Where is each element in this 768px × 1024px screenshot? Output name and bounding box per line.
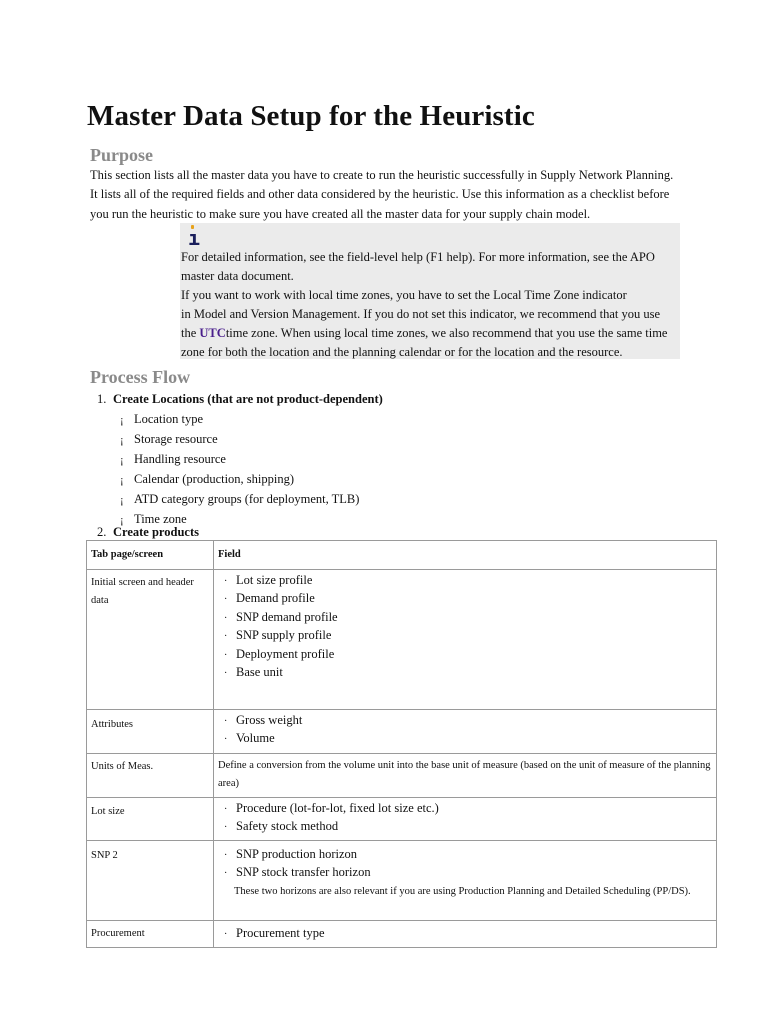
step-label: Create Locations (that are not product-dependent) — [113, 392, 383, 406]
field-item-text: Deployment profile — [236, 646, 335, 661]
field-item — [224, 846, 716, 864]
field-item-text: SNP stock transfer horizon — [236, 865, 371, 880]
row-label-cell — [87, 798, 214, 841]
row-field-cell — [214, 841, 717, 921]
step-1 — [97, 392, 383, 407]
purpose-paragraph — [90, 166, 690, 224]
field-item-text: Procedure (lot-for-lot, fixed lot size etc.) — [236, 801, 439, 815]
field-item — [224, 646, 716, 664]
process-flow-heading: Process Flow — [90, 367, 191, 387]
info-icon: ı — [188, 226, 201, 250]
list-item — [120, 490, 359, 510]
field-list — [214, 570, 716, 682]
row-note: These two horizons are also relevant if you are using Production Planning and Detailed Scheduling (PP/DS). — [234, 885, 691, 897]
field-item-text: Gross weight — [236, 713, 303, 727]
field-list — [214, 710, 716, 749]
product-fields-table — [86, 540, 717, 948]
purpose-line: It lists all of the required fields and other data considered by the heuristic. Use this information as a checklist before — [90, 187, 670, 202]
note-line: For detailed information, see the field-level help (F1 help). For more information, see the APO — [181, 250, 655, 264]
step-number: 1. — [97, 392, 107, 406]
column-header-tab-page: Tab page/screen — [87, 541, 214, 570]
row-label-cell — [87, 570, 214, 710]
column-header-field: Field — [214, 541, 717, 570]
field-item — [224, 864, 716, 882]
step-1-list — [120, 410, 359, 530]
field-item — [224, 712, 716, 730]
row-label: Attributes — [91, 719, 133, 730]
step-2 — [97, 525, 199, 540]
field-item-text: SNP demand profile — [236, 609, 338, 624]
list-item — [120, 410, 359, 430]
row-field-cell — [214, 754, 717, 798]
step-label: Create products — [113, 525, 199, 539]
note-line: master data document. — [181, 269, 294, 283]
field-bullet: · — [224, 594, 228, 606]
row-label: Initial screen and header data — [91, 577, 194, 606]
field-bullet: · — [224, 734, 228, 746]
field-item-text: Demand profile — [236, 591, 315, 606]
step-number: 2. — [97, 525, 107, 539]
note-box — [180, 223, 680, 359]
note-line: zone for both the location and the planning calendar or for the location and the resource. — [181, 345, 623, 359]
row-field-cell — [214, 570, 717, 710]
utc-link[interactable]: UTC — [199, 326, 226, 340]
field-list — [214, 798, 716, 837]
list-item-text: Location type — [134, 412, 204, 426]
purpose-heading: Purpose — [90, 145, 153, 165]
field-bullet: · — [224, 716, 228, 727]
table-row — [87, 841, 717, 921]
row-field-cell — [214, 798, 717, 841]
row-label-cell — [87, 921, 214, 948]
row-label: Lot size — [91, 806, 125, 817]
field-item-text: SNP supply profile — [236, 628, 332, 643]
list-item — [120, 450, 359, 470]
field-item — [224, 925, 716, 943]
row-label-cell — [87, 754, 214, 798]
field-list — [214, 921, 716, 943]
purpose-line: This section lists all the master data you have to create to run the heuristic successfully in Supply Network Planning. — [90, 168, 674, 182]
field-item-text: Safety stock method — [236, 819, 339, 834]
row-label-cell — [87, 841, 214, 921]
note-line: in Model and Version Management. If you do not set this indicator, we recommend that you use — [181, 307, 661, 321]
field-item-text: Volume — [236, 731, 275, 746]
bullet-marker: ¡ — [120, 494, 124, 506]
field-bullet: · — [224, 929, 228, 940]
field-item — [224, 664, 716, 682]
field-bullet: · — [224, 668, 228, 680]
utc-suffix: time zone. When using local time zones, we also recommend that you use the same time — [225, 326, 668, 340]
field-item — [224, 609, 716, 627]
field-item — [224, 800, 716, 818]
row-label: Procurement — [91, 928, 145, 939]
list-item — [120, 470, 359, 490]
row-label-cell — [87, 710, 214, 754]
field-bullet: · — [224, 576, 228, 587]
field-bullet: · — [224, 649, 228, 661]
field-item — [224, 730, 716, 748]
list-item-text: Handling resource — [134, 452, 226, 466]
field-bullet: · — [224, 612, 228, 624]
field-item — [224, 627, 716, 645]
bullet-marker: ¡ — [120, 454, 124, 466]
field-item — [224, 590, 716, 608]
table-row — [87, 798, 717, 841]
field-item-text: SNP production horizon — [236, 847, 358, 861]
bullet-marker: ¡ — [120, 514, 124, 526]
row-description: Define a conversion from the volume unit into the base unit of measure (based on the unit of measure of the planning area) — [218, 760, 711, 789]
list-item — [120, 430, 359, 450]
row-label: Units of Meas. — [91, 761, 154, 772]
list-item-text: Time zone — [134, 512, 187, 526]
page-title: Master Data Setup for the Heuristic — [87, 100, 535, 132]
field-bullet: · — [224, 868, 228, 880]
list-item-text: Calendar (production, shipping) — [134, 472, 295, 486]
note-text — [181, 248, 676, 362]
field-bullet: · — [224, 631, 228, 643]
purpose-line: you run the heuristic to make sure you have created all the master data for your supply chain model. — [90, 206, 591, 221]
field-list — [214, 841, 716, 883]
list-item-text: Storage resource — [134, 432, 218, 446]
note-line-utc — [181, 324, 676, 343]
field-bullet: · — [224, 822, 228, 834]
table-row — [87, 570, 717, 710]
row-label: SNP 2 — [91, 850, 118, 861]
note-line: If you want to work with local time zones, you have to set the Local Time Zone indicator — [181, 288, 627, 302]
field-item-text: Lot size profile — [236, 573, 313, 587]
list-item-text: ATD category groups (for deployment, TLB) — [134, 492, 360, 506]
row-field-cell — [214, 921, 717, 948]
field-bullet: · — [224, 850, 228, 861]
table-row — [87, 710, 717, 754]
bullet-marker: ¡ — [120, 474, 124, 486]
field-item-text: Base unit — [236, 665, 283, 680]
field-item — [224, 818, 716, 836]
bullet-marker: ¡ — [120, 414, 124, 426]
field-item — [224, 572, 716, 590]
bullet-marker: ¡ — [120, 434, 124, 446]
field-bullet: · — [224, 804, 228, 815]
field-item-text: Procurement type — [236, 926, 325, 940]
table-row — [87, 754, 717, 798]
row-field-cell — [214, 710, 717, 754]
table-header-row — [87, 541, 717, 570]
table-row — [87, 921, 717, 948]
utc-prefix: the — [181, 326, 200, 340]
